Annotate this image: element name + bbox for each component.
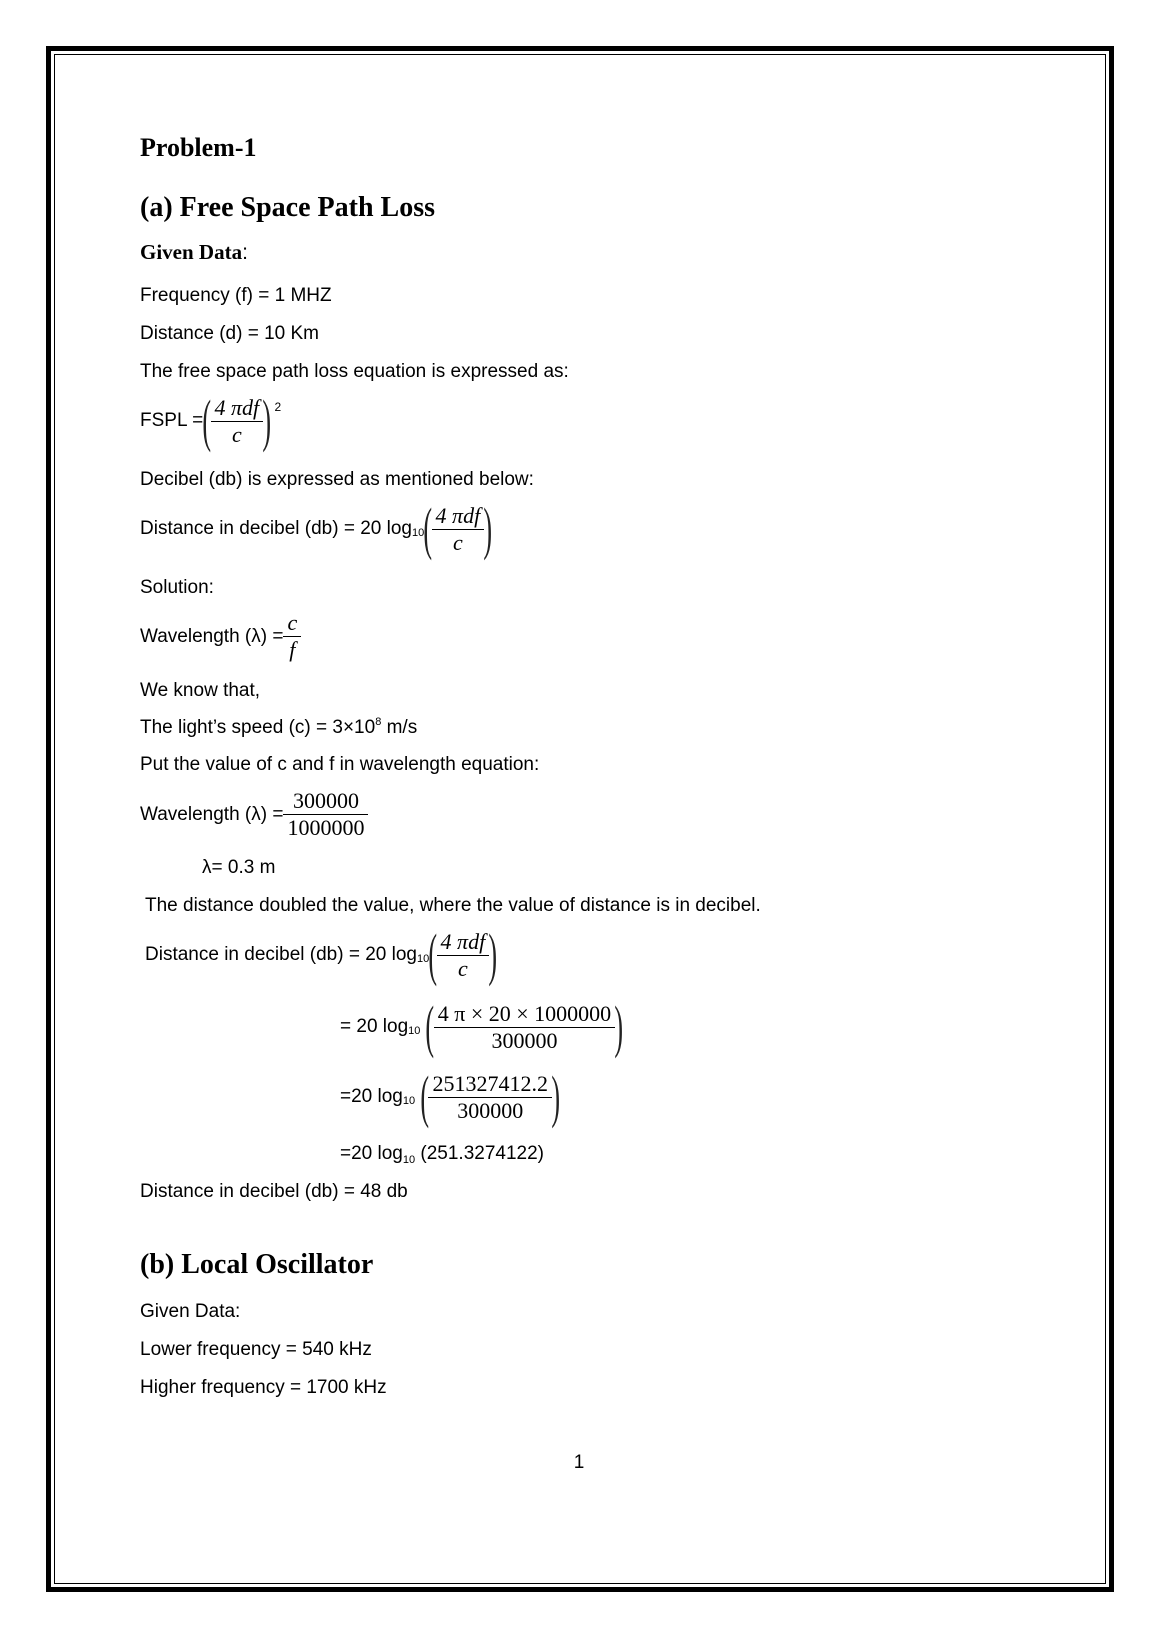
light-speed-text: The light’s speed (c) = 3×10 bbox=[140, 717, 376, 738]
calc1-denominator: c bbox=[457, 955, 468, 981]
higher-frequency: Higher frequency = 1700 kHz bbox=[140, 1377, 387, 1398]
distance-line: Distance (d) = 10 Km bbox=[140, 323, 319, 344]
fspl-equation bbox=[140, 388, 282, 453]
left-paren: ( bbox=[202, 388, 212, 453]
light-speed-line bbox=[140, 716, 417, 742]
db-denominator: c bbox=[452, 529, 463, 555]
calc2-denominator: 300000 bbox=[491, 1027, 558, 1053]
wavelength2-fraction bbox=[283, 788, 368, 841]
right-paren: ) bbox=[483, 496, 493, 561]
db-numerator: 4 πdf bbox=[432, 503, 485, 530]
db-formula-label: Distance in decibel (db) = 20 log bbox=[140, 518, 412, 539]
log-base: 10 bbox=[402, 1154, 416, 1166]
right-paren: ) bbox=[551, 1064, 560, 1129]
log-base: 10 bbox=[408, 1025, 421, 1037]
left-paren: ( bbox=[420, 1064, 430, 1129]
wavelength2-label: Wavelength (λ) = bbox=[140, 803, 284, 825]
we-know-line: We know that, bbox=[140, 680, 261, 701]
fspl-denominator: c bbox=[231, 421, 242, 447]
calc-step-2 bbox=[340, 994, 624, 1059]
wavelength-numerator: c bbox=[283, 610, 301, 637]
fspl-numerator: 4 πdf bbox=[211, 395, 264, 422]
wavelength-formula bbox=[140, 610, 301, 663]
calc4-value: (251.3274122) bbox=[420, 1143, 545, 1164]
problem-title: Problem-1 bbox=[140, 133, 257, 162]
left-paren: ( bbox=[425, 994, 435, 1059]
log-base: 10 bbox=[402, 1095, 416, 1107]
section-a-title: (a) Free Space Path Loss bbox=[140, 192, 435, 223]
calc2-numerator: 4 π × 20 × 1000000 bbox=[434, 1001, 615, 1028]
calc3-denominator: 300000 bbox=[457, 1097, 524, 1123]
light-speed-unit: m/s bbox=[381, 717, 418, 738]
calc3-fraction bbox=[428, 1071, 552, 1124]
lambda-result: λ= 0.3 m bbox=[202, 857, 276, 878]
log-base: 10 bbox=[411, 527, 425, 539]
wavelength2-denominator: 1000000 bbox=[287, 815, 365, 840]
right-paren: ) bbox=[262, 388, 272, 453]
frequency-line: Frequency (f) = 1 MHZ bbox=[140, 285, 332, 306]
solution-label: Solution: bbox=[140, 577, 214, 598]
lower-frequency: Lower frequency = 540 kHz bbox=[140, 1339, 372, 1360]
calc3-label: =20 log bbox=[340, 1086, 403, 1107]
wavelength-denominator: f bbox=[289, 637, 296, 662]
wavelength-fraction bbox=[283, 610, 301, 663]
db-fraction bbox=[432, 503, 485, 556]
calc2-label: = 20 log bbox=[340, 1016, 409, 1037]
wavelength-label: Wavelength (λ) = bbox=[140, 625, 284, 647]
db-formula bbox=[140, 496, 493, 561]
page-number: 1 bbox=[573, 1452, 585, 1473]
wavelength-substituted bbox=[140, 788, 368, 841]
left-paren: ( bbox=[423, 496, 433, 561]
section-b-title: (b) Local Oscillator bbox=[140, 1249, 374, 1280]
left-paren: ( bbox=[428, 922, 438, 987]
decibel-intro: Decibel (db) is expressed as mentioned below: bbox=[140, 469, 534, 490]
given-data-line bbox=[140, 240, 248, 266]
calc1-label: Distance in decibel (db) = 20 log bbox=[145, 944, 417, 965]
log-base: 10 bbox=[416, 953, 430, 965]
calc1-numerator: 4 πdf bbox=[437, 929, 490, 956]
calc2-fraction bbox=[434, 1001, 615, 1054]
calc-step-1 bbox=[145, 922, 498, 987]
calc1-fraction bbox=[437, 929, 490, 982]
right-paren: ) bbox=[614, 994, 624, 1059]
doubled-text: The distance doubled the value, where the value of distance is in decibel. bbox=[145, 895, 761, 916]
given-data-b: Given Data: bbox=[140, 1301, 241, 1322]
right-paren: ) bbox=[488, 922, 498, 987]
fspl-exponent: 2 bbox=[274, 400, 282, 414]
calc3-numerator: 251327412.2 bbox=[428, 1071, 552, 1098]
put-value-line: Put the value of c and f in wavelength equation: bbox=[140, 754, 540, 775]
wavelength2-numerator: 300000 bbox=[283, 788, 368, 815]
fspl-label: FSPL = bbox=[140, 410, 204, 431]
given-data-heading: Given Data bbox=[140, 240, 243, 264]
fspl-intro: The free space path loss equation is expressed as: bbox=[140, 361, 569, 382]
calc-step-3 bbox=[340, 1064, 560, 1129]
calc4-label: =20 log bbox=[340, 1143, 403, 1164]
fspl-fraction bbox=[211, 395, 264, 448]
light-speed-exponent: 8 bbox=[375, 716, 382, 728]
result-line: Distance in decibel (db) = 48 db bbox=[140, 1181, 408, 1202]
calc-step-4 bbox=[340, 1142, 544, 1168]
given-data-colon: : bbox=[242, 241, 248, 264]
